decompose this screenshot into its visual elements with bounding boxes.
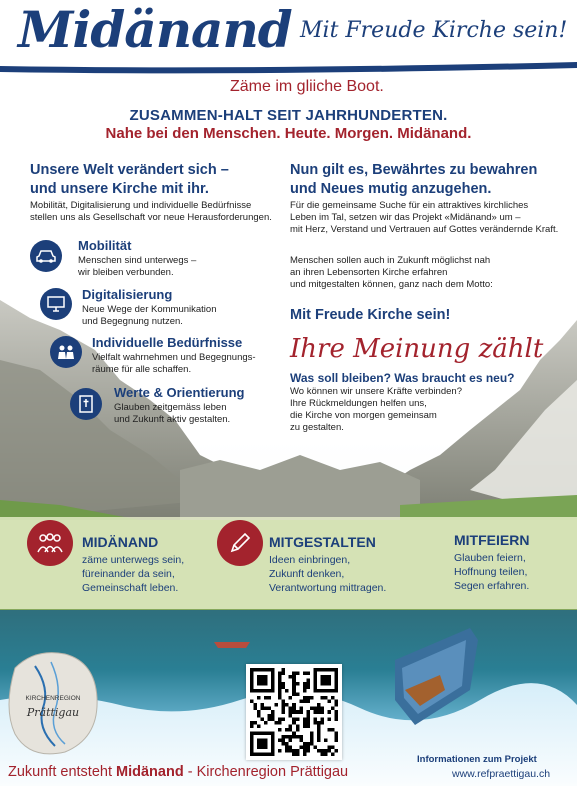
monitor-icon [40,288,72,320]
headline-secondary: Nahe bei den Menschen. Heute. Morgen. Midänand. [105,125,472,142]
feature-mobility-desc [78,255,196,279]
right-paragraph-2 [290,255,493,291]
left-intro-line1: Mobilität, Digitalisierung und individuelle Bedürfnisse [30,200,252,211]
right-p1-line1: Für die gemeinsame Suche für ein attraktives kirchliches [290,200,529,211]
band-midanand-line1: zäme unterwegs sein, [82,554,185,566]
band-mitgestalten-line3: Verantwortung mittragen. [269,582,387,594]
footer-suffix: - Kirchenregion Prättigau [187,764,349,780]
bible-icon [70,388,102,420]
feature-digital [40,288,72,320]
website-link[interactable]: www.refpraettigau.ch [452,768,551,780]
band-mitfeiern-line1: Glauben feiern, [454,552,526,564]
band-mitgestalten [217,520,263,566]
footer-emphasis: Midänand [116,764,184,780]
band-mitfeiern-title: MITFEIERN [454,532,530,548]
feature-mobility-line2: wir bleiben verbunden. [78,267,174,278]
qr-code-image [250,668,338,756]
band-mitgestalten-desc [269,553,386,595]
tagline: Zäme im gliiche Boot. [230,78,384,95]
band-midanand [27,520,73,566]
feature-values-desc [114,402,230,426]
opinion-line4: zu gestalten. [290,422,344,433]
band-midanand-line2: füreinander da sein, [82,568,175,580]
right-p2-line2: an ihren Lebensorten Kirche erfahren [290,267,448,278]
feature-mobility-line1: Menschen sind unterwegs – [78,255,197,266]
feature-needs-title: Individuelle Bedürfnisse [92,335,243,350]
feature-digital-title: Digitalisierung [82,287,173,302]
feature-values-line2: und Zukunft aktiv gestalten. [114,414,231,425]
band-mitfeiern-line3: Segen erfahren. [454,580,530,592]
right-heading-line1: Nun gilt es, Bewährtes zu bewahren [290,162,538,178]
opinion-title: Ihre Meinung zählt [290,334,544,364]
left-intro [30,200,272,224]
stone-line1: KIRCHENREGION [25,695,81,702]
region-stone-logo [5,648,101,758]
info-label: Informationen zum Projekt [417,754,537,765]
right-paragraph-1 [290,200,558,236]
opinion-line3: die Kirche von morgen gemeinsam [290,410,437,421]
right-heading-line2: und Neues mutig anzugehen. [290,181,492,197]
band-midanand-title: MIDÄNAND [82,534,159,550]
feature-digital-line1: Neue Wege der Kommunikation [82,304,217,315]
pencil-icon [217,520,263,566]
headline-primary: ZUSAMMEN-HALT SEIT JAHRHUNDERTEN. [129,107,448,124]
feature-digital-line2: und Begegnung nutzen. [82,316,183,327]
feature-mobility-title: Mobilität [78,238,132,253]
brand-title: Midänand [18,0,292,59]
feature-values [70,388,102,420]
band-mitgestalten-title: MITGESTALTEN [269,534,376,550]
left-heading [30,161,229,199]
qr-code[interactable] [246,664,342,760]
opinion-question: Was soll bleiben? Was braucht es neu? [290,371,515,385]
left-heading-line1: Unsere Welt verändert sich – [30,162,229,178]
motto: Mit Freude Kirche sein! [290,307,451,323]
right-p1-line3: mit Herz, Verstand und Vertrauen auf Gottes verändernde Kraft. [290,224,559,235]
feature-needs-line1: Vielfalt wahrnehmen und Begegnungs- [92,352,256,363]
community-icon [27,520,73,566]
band-mitgestalten-line1: Ideen einbringen, [269,554,351,566]
feature-values-title: Werte & Orientierung [114,385,245,400]
band-midanand-desc [82,553,184,595]
band-mitfeiern-line2: Hoffnung teilen, [454,566,528,578]
band-mitgestalten-line2: Zukunft denken, [269,568,345,580]
opinion-line1: Wo können wir unsere Kräfte verbinden? [290,386,462,397]
car-icon [30,240,62,272]
left-heading-line2: und unsere Kirche mit ihr. [30,181,209,197]
stone-line2: Prättigau [26,706,80,719]
brand-slogan: Mit Freude Kirche sein! [300,18,568,43]
people-icon [50,336,82,368]
band-mitfeiern-desc [454,551,529,593]
opinion-line2: Ihre Rückmeldungen helfen uns, [290,398,427,409]
footer-prefix: Zukunft entsteht [8,764,112,780]
right-p1-line2: Leben im Tal, setzen wir das Projekt «Midänand» um – [290,212,521,223]
feature-needs-desc [92,352,256,376]
feature-needs [50,336,82,368]
feature-needs-line2: räume für alle schaffen. [92,364,192,375]
feature-mobility [30,240,62,272]
footer-claim [8,764,348,780]
right-heading [290,161,537,199]
opinion-text [290,386,462,434]
left-intro-line2: stellen uns als Gesellschaft vor neue Herausforderungen. [30,212,272,223]
feature-values-line1: Glauben zeitgemäss leben [114,402,227,413]
band-midanand-line3: Gemeinschaft leben. [82,582,179,594]
feature-digital-desc [82,304,216,328]
right-p2-line3: und mitgestalten können, ganz nach dem Motto: [290,279,493,290]
right-p2-line1: Menschen sollen auch in Zukunft möglichst nah [290,255,491,266]
